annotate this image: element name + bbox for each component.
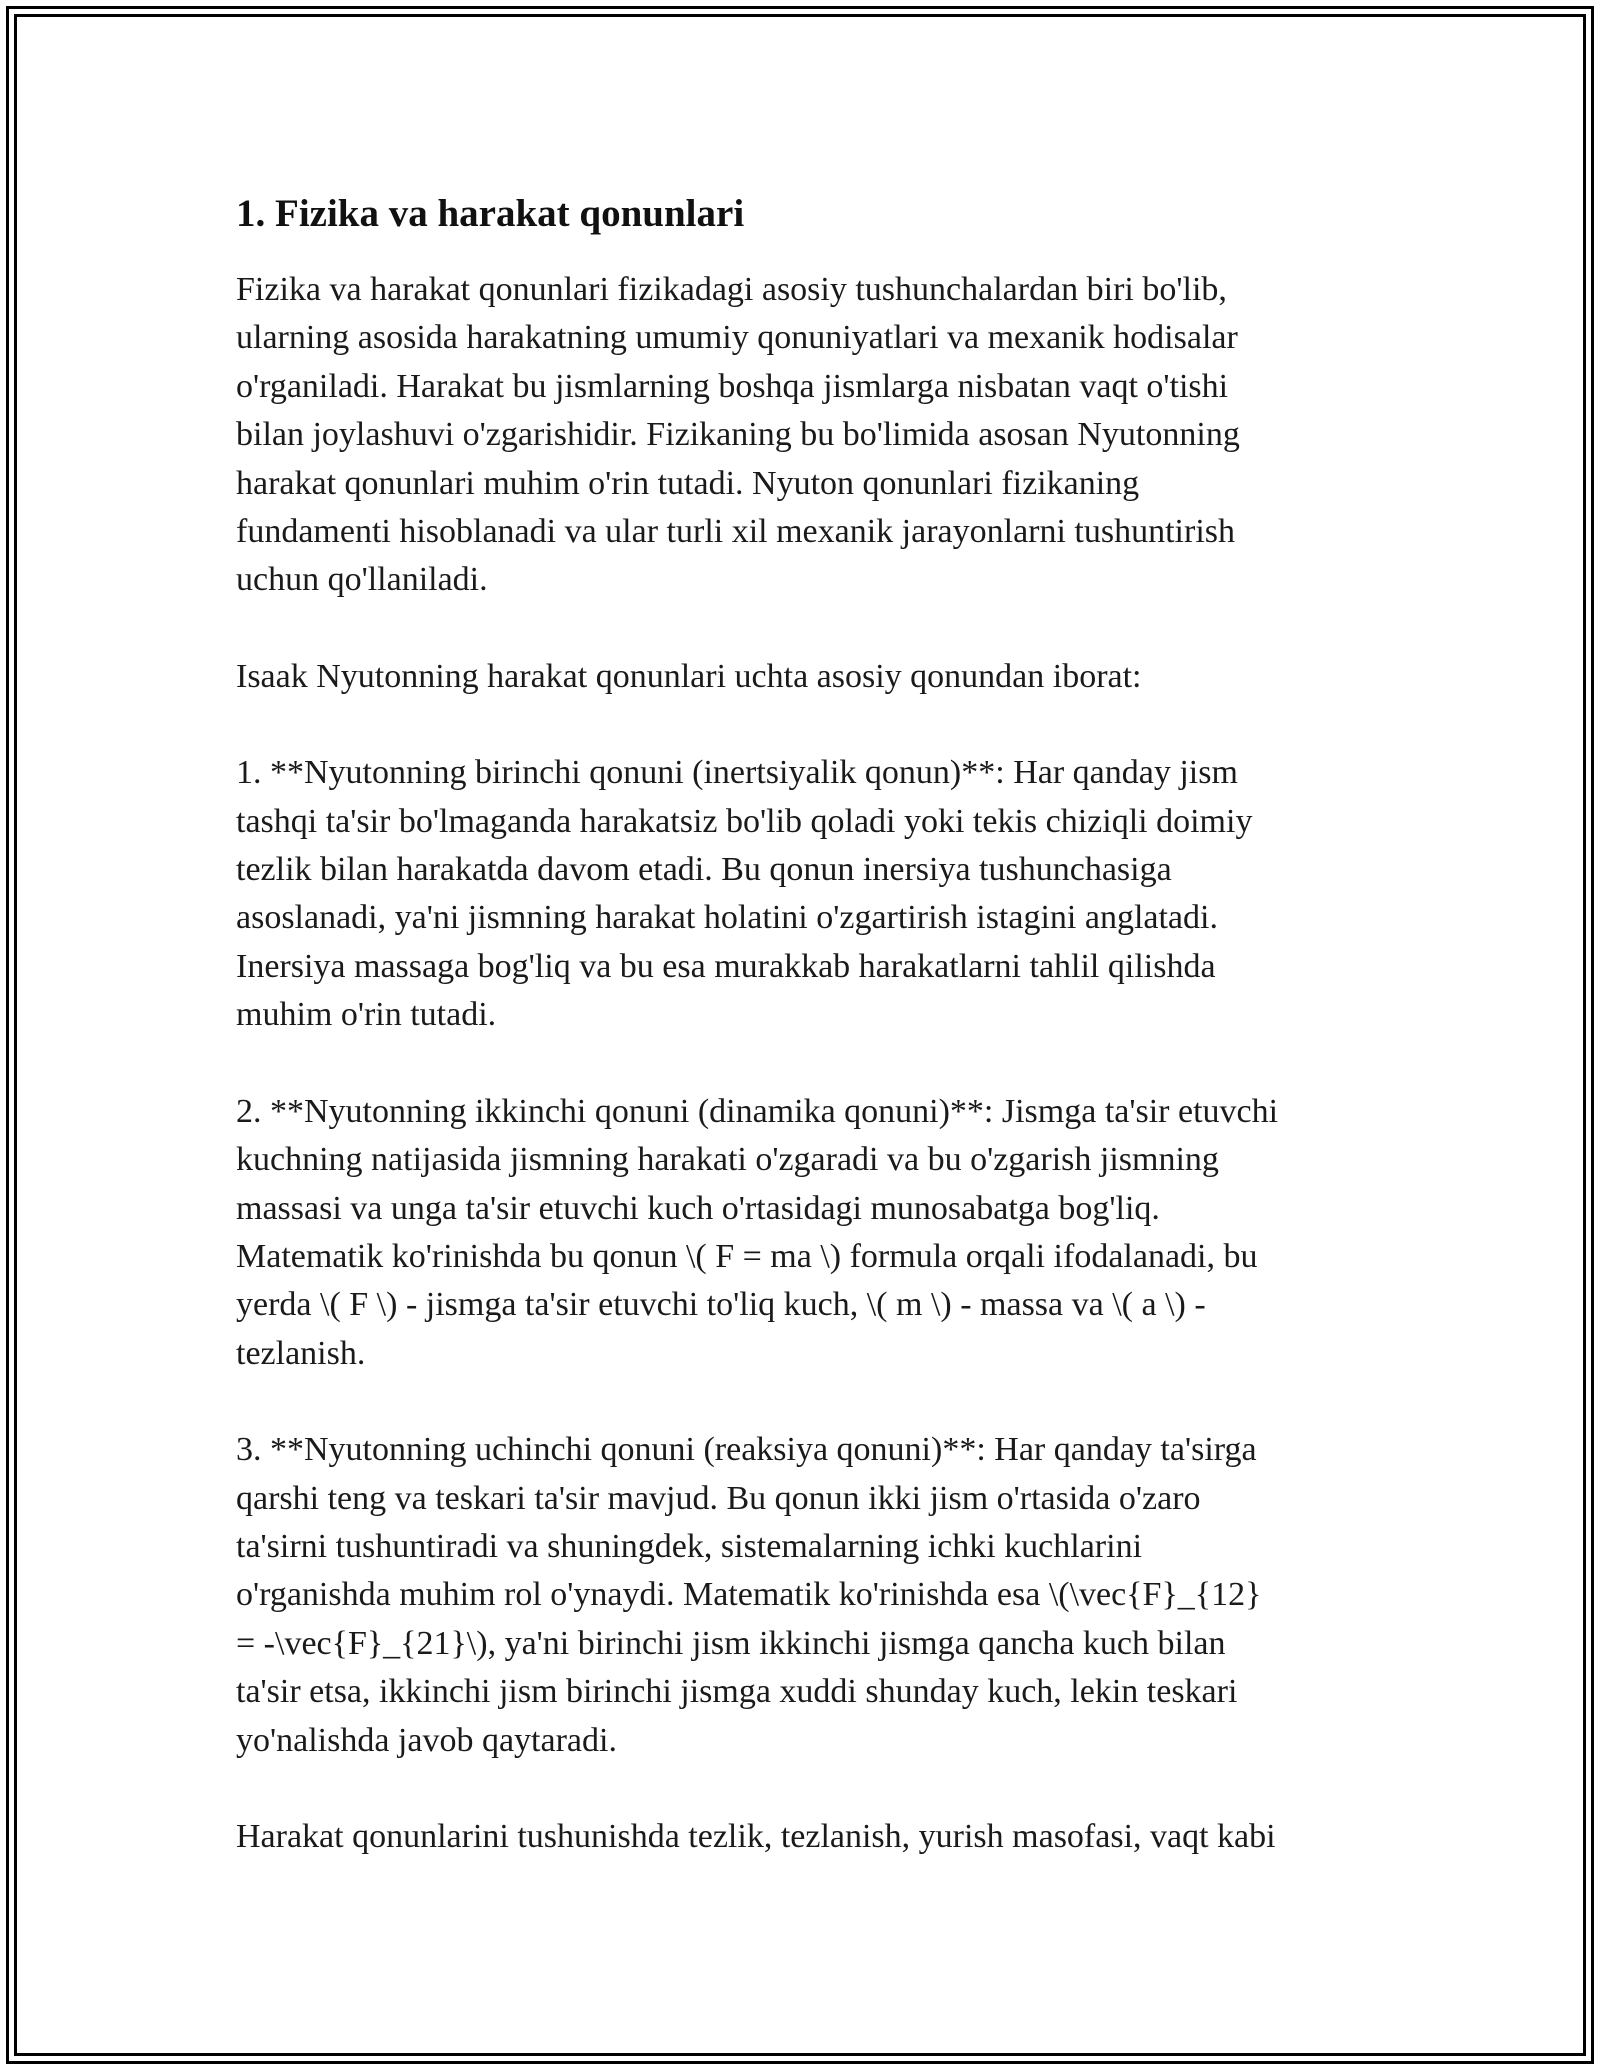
section-heading: 1. Fizika va harakat qonunlari xyxy=(236,192,745,235)
paragraph-laws-overview: Isaak Nyutonning harakat qonunlari uchta asosiy qonundan iborat: xyxy=(236,657,1142,695)
paragraph-intro: Fizika va harakat qonunlari fizikadagi asosiy tushunchalardan biri bo'lib, ularning asosida harakatning umumiy qonuniyatlari va mexanik hodisalar o'rganiladi. Harakat bu jismlarning boshqa jismlarga nisbatan vaqt o'tishi bilan joylashuvi o'zgarishidir. Fizikaning bu bo'limida asosan Nyutonning harakat qonunlari muhim o'rin tutadi. Nyuton qonunlari fizikaning fundamenti hisoblanadi va ular turli xil mexanik jarayonlarni tushuntirish uchun qo'llaniladi. xyxy=(236,271,1240,599)
document-body xyxy=(236,186,1366,1861)
paragraph-closing: Harakat qonunlarini tushunishda tezlik, tezlanish, yurish masofasi, vaqt kabi xyxy=(236,1817,1276,1855)
paragraph-third-law: 3. **Nyutonning uchinchi qonuni (reaksiya qonuni)**: Har qanday ta'sirga qarshi teng va teskari ta'sir mavjud. Bu qonun ikki jism o'rtasida o'zaro ta'sirni tushuntiradi va shuningdek, sistemalarning ichki kuchlarini o'rganishda muhim rol o'ynaydi. Matematik ko'rinishda esa \(\vec{F}_{12} = -\vec{F}_{21}\), ya'ni birinchi jism ikkinchi jismga qancha kuch bilan ta'sir etsa, ikkinchi jism birinchi jismga xuddi shunday kuch, lekin teskari yo'nalishda javob qaytaradi. xyxy=(236,1431,1262,1759)
paragraph-second-law: 2. **Nyutonning ikkinchi qonuni (dinamika qonuni)**: Jismga ta'sir etuvchi kuchning natijasida jismning harakati o'zgaradi va bu o'zgarish jismning massasi va unga ta'sir etuvchi kuch o'rtasidagi munosabatga bog'liq. Matematik ko'rinishda bu qonun \( F = ma \) formula orqali ifodalanadi, bu yerda \( F \) - jismga ta'sir etuvchi to'liq kuch, \( m \) - massa va \( a \) - tezlanish. xyxy=(236,1092,1279,1372)
paragraph-first-law: 1. **Nyutonning birinchi qonuni (inertsiyalik qonun)**: Har qanday jism tashqi ta'sir bo'lmaganda harakatsiz bo'lib qoladi yoki tekis chiziqli doimiy tezlik bilan harakatda davom etadi. Bu qonun inersiya tushunchasiga asoslanadi, ya'ni jismning harakat holatini o'zgartirish istagini anglatadi. Inersiya massaga bog'liq va bu esa murakkab harakatlarni tahlil qilishda muhim o'rin tutadi. xyxy=(236,754,1253,1034)
